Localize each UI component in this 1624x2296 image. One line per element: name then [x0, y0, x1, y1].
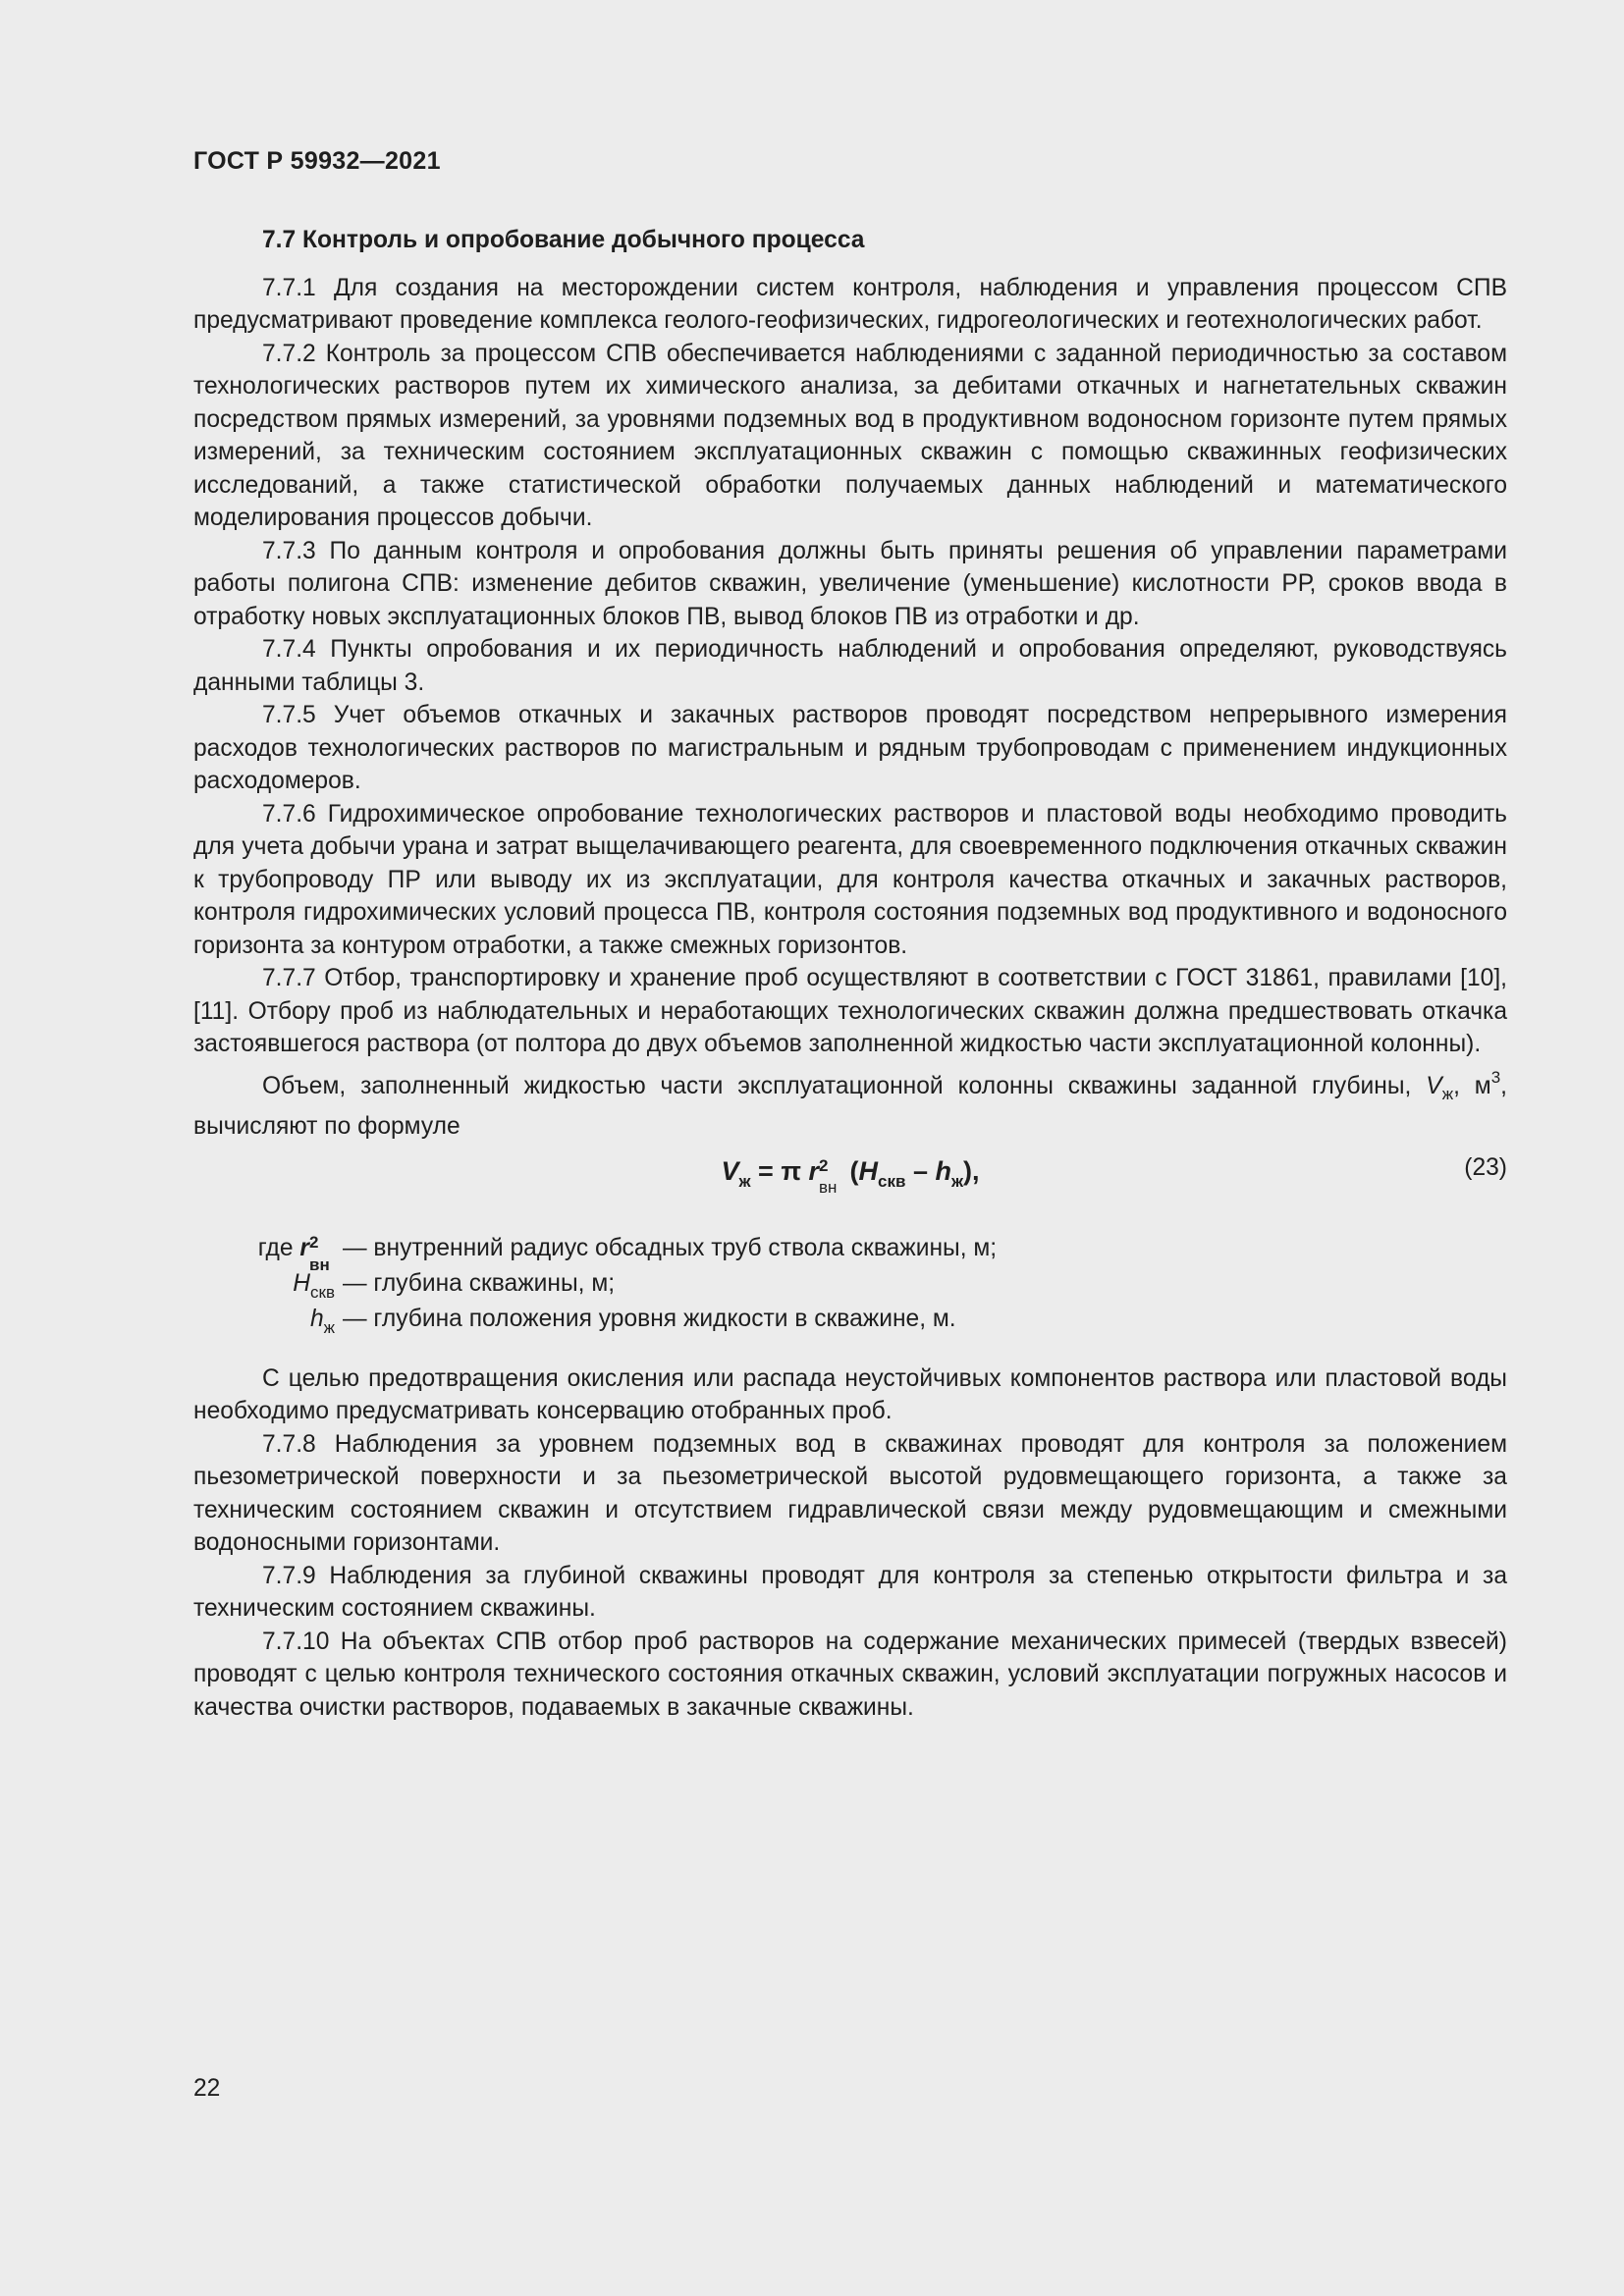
volume-intro-tail: , вычисляют по формуле — [193, 1072, 1508, 1140]
where-symbol — [193, 1303, 343, 1345]
volume-var: V — [1426, 1072, 1442, 1099]
paragraph-7-7-10: 7.7.10 На объектах СПВ отбор проб растворов на содержание механических примесей (твердых взвесей) проводят с целью контроля технического состояния откачных скважин, условий эксплуатации погружных насосов и качества очистки растворов, подаваемых в закачные скважины. — [193, 1628, 1507, 1721]
paragraph-conservation: С целью предотвращения окисления или распада неустойчивых компонентов раствора или пластовой воды необходимо предусматривать консервацию отобранных проб. — [193, 1364, 1507, 1424]
formula-close-paren: ), — [963, 1155, 980, 1186]
where-sub-0: вн — [309, 1255, 330, 1274]
formula-number: (23) — [1464, 1153, 1507, 1181]
where-item — [193, 1232, 1507, 1274]
where-sup-0: 2 — [309, 1232, 319, 1252]
paragraph-7-7-7: 7.7.7 Отбор, транспортировку и хранение проб осуществляют в соответствии с ГОСТ 31861, правилами [10], [11]. Отбору проб из наблюдательных и неработающих технологических скважин должна предшествовать откачка застоявшегося раствора (от полтора до двух объемов заполненной жидкостью части эксплуатационной колонны). — [193, 965, 1507, 1057]
formula-h-small-sub: ж — [950, 1171, 964, 1191]
formula-h-big: H — [858, 1155, 879, 1186]
volume-unit: , м — [1453, 1072, 1491, 1099]
paragraph-7-7-3: 7.7.3 По данным контроля и опробования должны быть приняты решения об управлении параметрами работы полигона СПВ: изменение дебитов скважин, увеличение (уменьшение) кислотности РР, сроков ввода в отработку новых эксплуатационных блоков ПВ, вывод блоков ПВ из отработки и др. — [193, 537, 1507, 630]
document-body — [193, 224, 1507, 1724]
where-symbol — [193, 1232, 343, 1274]
formula-lhs-sub: ж — [738, 1171, 751, 1191]
where-sym-2: h — [309, 1305, 324, 1332]
formula-lhs-var: V — [721, 1155, 739, 1186]
paragraph-7-7-4: 7.7.4 Пункты опробования и их периодичность наблюдений и опробования определяют, руководствуясь данными таблицы 3. — [193, 636, 1507, 696]
paragraph-7-7-9: 7.7.9 Наблюдения за глубиной скважины проводят для контроля за степенью открытости фильтра и за техническим состоянием скважины. — [193, 1562, 1507, 1622]
formula-23 — [193, 1155, 1507, 1199]
formula-row — [193, 1151, 1507, 1210]
where-sym-1: H — [293, 1269, 311, 1297]
where-sub-1: скв — [310, 1282, 335, 1302]
formula-open-paren: ( — [842, 1155, 859, 1186]
paragraph-7-7-8: 7.7.8 Наблюдения за уровнем подземных вод в скважинах проводят для контроля за положением пьезометрической поверхности и за пьезометрической высотой рудовмещающего горизонта, а также за техническим состоянием скважин и отсутствием гидравлической связи между рудовмещающим и смежными водоносными горизонтами. — [193, 1430, 1507, 1556]
where-item — [193, 1267, 1507, 1303]
where-legend — [193, 1232, 1507, 1338]
where-desc-0: — внутренний радиус обсадных труб ствола скважины, м; — [343, 1234, 998, 1261]
formula-minus: – — [905, 1155, 936, 1186]
formula-equals: = — [750, 1155, 782, 1186]
formula-r-sub: вн — [819, 1177, 838, 1197]
formula-r: r — [808, 1155, 820, 1186]
where-desc-2: — глубина положения уровня жидкости в скважине, м. — [343, 1305, 956, 1332]
where-item — [193, 1303, 1507, 1338]
where-desc-1: — глубина скважины, м; — [343, 1269, 616, 1297]
paragraph-7-7-1: 7.7.1 Для создания на месторождении систем контроля, наблюдения и управления процессом СПВ предусматривают проведение комплекса геолого-геофизических, гидрогеологических и геотехнологических работ. — [193, 274, 1507, 334]
formula-r-sup: 2 — [819, 1155, 829, 1175]
formula-pi: π — [781, 1155, 801, 1186]
formula-h-small: h — [935, 1155, 951, 1186]
page-number: 22 — [193, 2075, 221, 2102]
where-sym-0: r — [299, 1234, 309, 1261]
where-sub-2: ж — [323, 1317, 335, 1337]
paragraph-7-7-5: 7.7.5 Учет объемов откачных и закачных растворов проводят посредством непрерывного измерения расходов технологических растворов по магистральным и рядным трубопроводам с применением индукционных расходомеров. — [193, 702, 1507, 794]
section-title: 7.7 Контроль и опробование добычного процесса — [262, 227, 865, 253]
paragraph-7-7-6: 7.7.6 Гидрохимическое опробование технологических растворов и пластовой воды необходимо проводить для учета добычи урана и затрат выщелачивающего реагента, для своевременного подключения откачных скважин к трубопроводу ПР или выводу их из эксплуатации, для контроля качества откачных и закачных растворов, контроля гидрохимических условий процесса ПВ, контроля состояния подземных вод продуктивного и водоносного горизонта за контуром отработки, а также смежных горизонтов. — [193, 800, 1507, 959]
formula-h-big-sub: скв — [878, 1171, 906, 1191]
paragraph-7-7-2: 7.7.2 Контроль за процессом СПВ обеспечивается наблюдениями с заданной периодичностью за составом технологических растворов путем их химического анализа, за дебитами откачных и нагнетательных скважин посредством прямых измерений, за уровнями подземных вод в продуктивном водоносном горизонте путем прямых измерений, за техническим состоянием эксплуатационных скважин с помощью скважинных геофизических исследований, а также статистической обработки получаемых данных наблюдений и математического моделирования процессов добычи. — [193, 340, 1507, 531]
paragraph-volume-intro — [193, 1061, 1507, 1144]
volume-var-sub: ж — [1441, 1084, 1454, 1103]
where-lead: где — [257, 1234, 300, 1261]
volume-intro-text: Объем, заполненный жидкостью части эксплуатационной колонны скважины заданной глубины, — [262, 1072, 1412, 1099]
document-code-header: ГОСТ Р 59932—2021 — [193, 147, 441, 175]
volume-unit-sup: 3 — [1490, 1067, 1501, 1087]
